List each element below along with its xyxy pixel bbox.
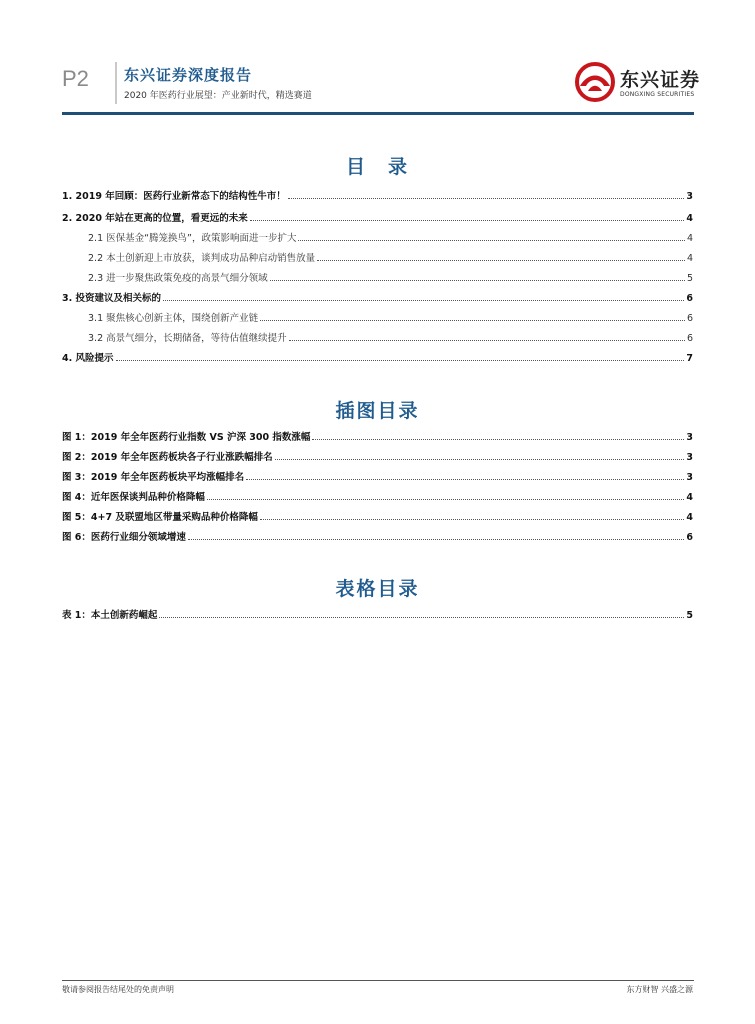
figure-item[interactable]	[62, 509, 693, 523]
toc-item[interactable]	[62, 188, 693, 202]
table-item-page: 5	[686, 610, 693, 621]
figure-item-label: 图 4：近年医保谈判品种价格降幅	[62, 492, 205, 503]
dot-leader	[270, 280, 685, 281]
logo-mark-icon	[574, 62, 616, 102]
report-subtitle: 2020 年医药行业展望：产业新时代，精选赛道	[124, 91, 312, 101]
figure-item-page: 3	[686, 432, 693, 443]
dot-leader	[288, 198, 685, 199]
toc-title: 目 录	[345, 156, 409, 178]
toc-item-label: 2.3 进一步聚焦政策免疫的高景气细分领域	[88, 273, 268, 284]
toc-item[interactable]	[88, 270, 693, 284]
dot-leader	[250, 220, 685, 221]
toc-item-page: 4	[686, 233, 693, 244]
figure-item[interactable]	[62, 429, 693, 443]
header-divider	[115, 62, 117, 104]
figure-item-page: 6	[686, 532, 693, 543]
toc-item-page: 4	[686, 213, 693, 224]
table-item[interactable]	[62, 607, 693, 621]
header-rule	[62, 112, 694, 115]
dot-leader	[246, 479, 684, 480]
toc-item-label: 2.2 本土创新迎上市放获，谈判成功品种启动销售放量	[88, 253, 316, 264]
dot-leader	[207, 499, 684, 500]
figure-item-label: 图 1：2019 年全年医药行业指数 VS 沪深 300 指数涨幅	[62, 432, 311, 443]
dot-leader	[298, 240, 684, 241]
figure-item-page: 3	[686, 452, 693, 463]
figure-item[interactable]	[62, 489, 693, 503]
footer-disclaimer: 敬请参阅报告结尾处的免责声明	[62, 985, 174, 994]
dot-leader	[260, 320, 685, 321]
toc-item[interactable]	[62, 290, 693, 304]
logo-name: 东兴证券	[620, 69, 701, 91]
toc-item-page: 4	[686, 253, 693, 264]
figure-item-page: 3	[686, 472, 693, 483]
report-title: 东兴证券深度报告	[124, 66, 253, 84]
dot-leader	[317, 260, 685, 261]
page-header	[0, 0, 755, 120]
toc-item-page: 6	[686, 333, 693, 344]
toc-item-page: 6	[686, 313, 693, 324]
toc-item-page: 6	[686, 293, 693, 304]
page-number: P2	[62, 66, 89, 91]
dot-leader	[312, 439, 684, 440]
figure-item[interactable]	[62, 449, 693, 463]
toc-item-page: 5	[686, 273, 693, 284]
table-item-label: 表 1：本土创新药崛起	[62, 610, 158, 621]
toc-item-label: 3.2 高景气细分，长期储备，等待估值继续提升	[88, 333, 287, 344]
company-logo	[574, 62, 714, 104]
toc-item[interactable]	[62, 350, 693, 364]
dot-leader	[275, 459, 685, 460]
toc-item-label: 3. 投资建议及相关标的	[62, 293, 162, 304]
toc-item[interactable]	[88, 330, 693, 344]
toc-item-page: 3	[686, 191, 693, 202]
toc-item[interactable]	[62, 210, 693, 224]
dot-leader	[188, 539, 684, 540]
figure-item-page: 4	[686, 492, 693, 503]
dot-leader	[159, 617, 684, 618]
figure-item-page: 4	[686, 512, 693, 523]
figure-item-label: 图 5：4+7 及联盟地区带量采购品种价格降幅	[62, 512, 258, 523]
toc-item-label: 2. 2020 年站在更高的位置，看更远的未来	[62, 213, 248, 224]
toc-item[interactable]	[88, 250, 693, 264]
dot-leader	[289, 340, 685, 341]
dot-leader	[116, 360, 685, 361]
toc-item-label: 4. 风险提示	[62, 353, 114, 364]
logo-english-name: DONGXING SECURITIES	[620, 91, 695, 98]
figure-item[interactable]	[62, 469, 693, 483]
toc-item[interactable]	[88, 230, 693, 244]
toc-item-label: 3.1 聚焦核心创新主体，围绕创新产业链	[88, 313, 259, 324]
figures-title: 插图目录	[335, 400, 420, 422]
toc-item[interactable]	[88, 310, 693, 324]
toc-item-label: 1. 2019 年回顾：医药行业新常态下的结构性牛市！	[62, 191, 286, 202]
figure-item-label: 图 6：医药行业细分领域增速	[62, 532, 186, 543]
figure-item-label: 图 3：2019 年全年医药板块平均涨幅排名	[62, 472, 245, 483]
tables-title: 表格目录	[335, 578, 420, 600]
dot-leader	[163, 300, 684, 301]
figure-item[interactable]	[62, 529, 693, 543]
dot-leader	[260, 519, 684, 520]
footer-rule	[62, 980, 694, 981]
footer-slogan: 东方财智 兴盛之源	[626, 985, 693, 994]
toc-item-label: 2.1 医保基金“腾笼换鸟”，政策影响面进一步扩大	[88, 233, 297, 244]
toc-item-page: 7	[686, 353, 693, 364]
figure-item-label: 图 2：2019 年全年医药板块各子行业涨跌幅排名	[62, 452, 273, 463]
